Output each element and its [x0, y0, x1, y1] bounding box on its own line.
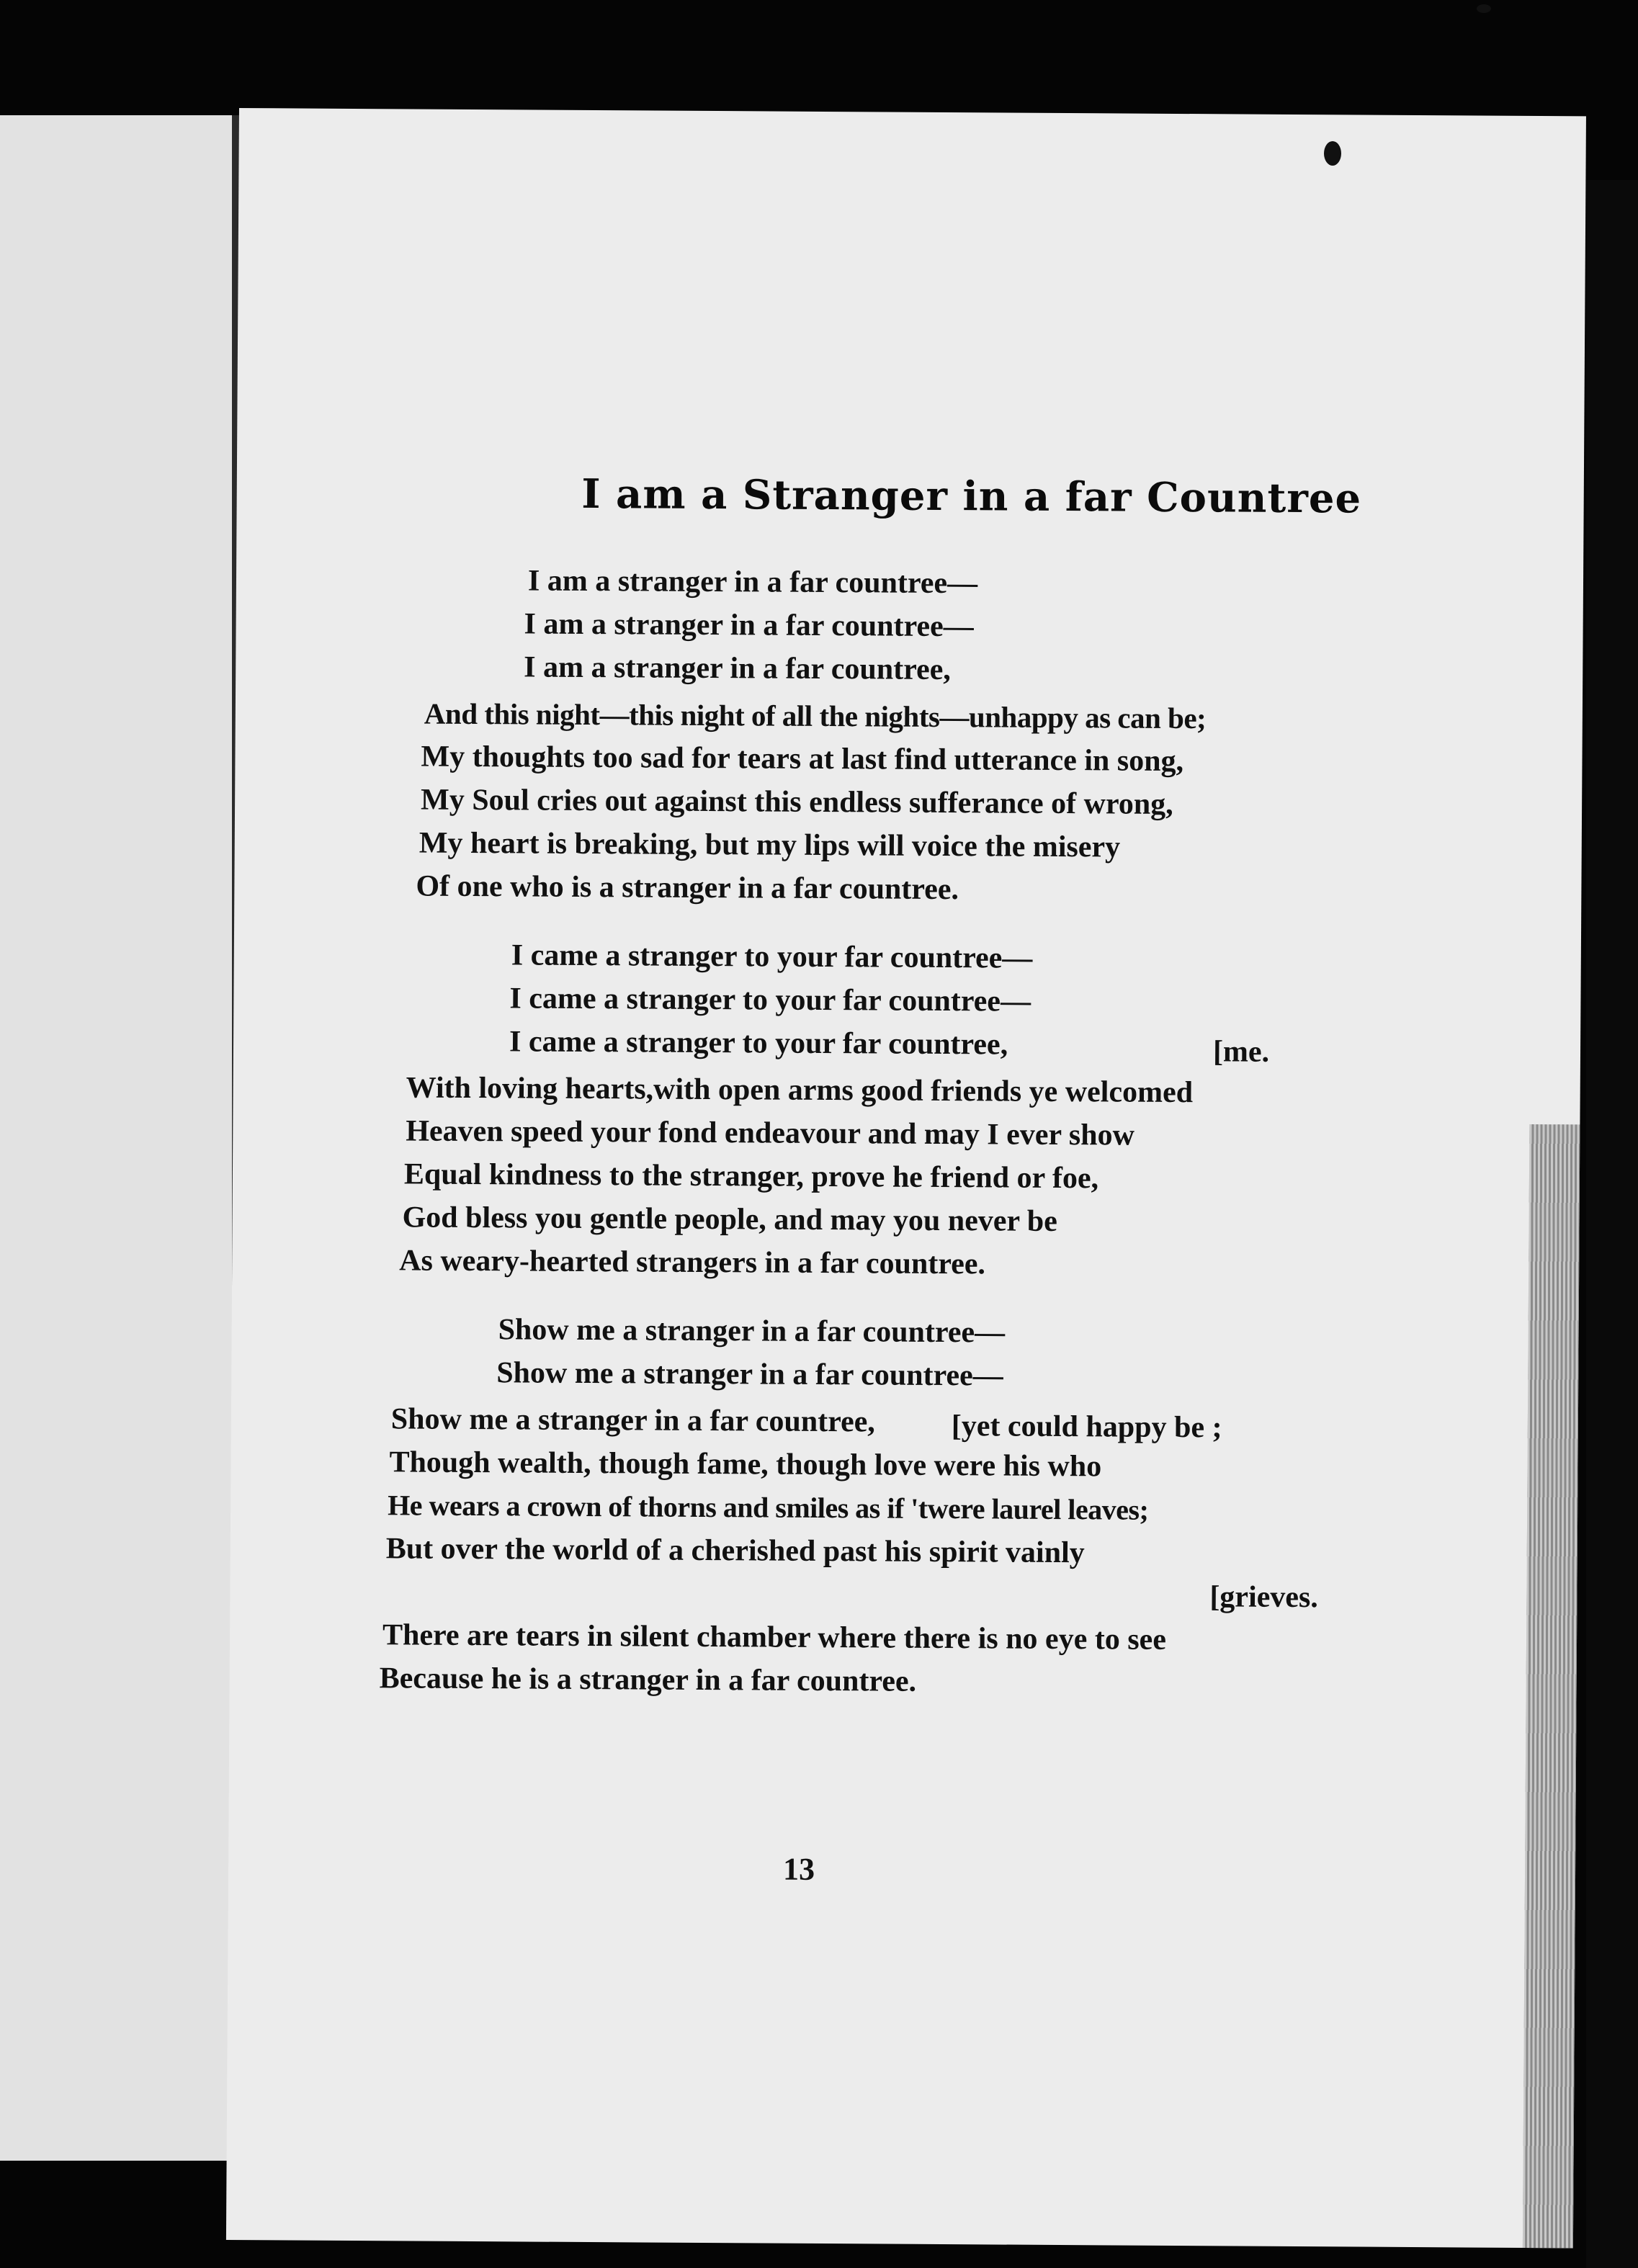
poem-line: My thoughts too sad for tears at last find utterance in song, [421, 740, 1184, 779]
scan-border [1586, 180, 1638, 2268]
poem-line-continuation: [grieves. [1209, 1580, 1318, 1615]
poem-line: Equal kindness to the stranger, prove he friend or foe, [403, 1157, 1099, 1196]
poem-line: With loving hearts,with open arms good friends ye welcomed [406, 1071, 1194, 1110]
poem-line: My Soul cries out against this endless sufferance of wrong, [420, 783, 1173, 821]
right-page [226, 108, 1586, 2248]
poem-line: Though wealth, though fame, though love were his who [389, 1445, 1102, 1484]
dust-speck [1324, 141, 1341, 166]
poem-line: Because he is a stranger in a far countree. [379, 1662, 917, 1698]
poem-line: I am a stranger in a far countree, [524, 650, 951, 687]
page-edge [1523, 1124, 1580, 2248]
poem-line-continuation: [yet could happy be ; [951, 1409, 1222, 1445]
poem-line: I came a stranger to your far countree— [509, 982, 1031, 1018]
poem-line: I am a stranger in a far countree— [524, 607, 974, 644]
poem-line: As weary-hearted strangers in a far countree. [399, 1244, 986, 1281]
poem-line: My heart is breaking, but my lips will voice the misery [419, 826, 1121, 864]
poem-line: He wears a crown of thorns and smiles as if 'twere laurel leaves; [388, 1489, 1149, 1526]
poem-line: I came a stranger to your far countree, [509, 1025, 1008, 1062]
poem-line: God bless you gentle people, and may you never be [402, 1201, 1058, 1238]
poem-line: There are tears in silent chamber where there is no eye to see [382, 1618, 1167, 1657]
poem-line: Of one who is a stranger in a far countree. [416, 869, 959, 907]
poem-line: I came a stranger to your far countree— [511, 938, 1033, 975]
poem-line: Show me a stranger in a far countree— [498, 1313, 1006, 1350]
poem-title: I am a Stranger in a far Countree [581, 470, 1362, 523]
poem-line: Show me a stranger in a far countree, [390, 1402, 875, 1439]
poem-line: But over the world of a cherished past his spirit vainly [385, 1532, 1085, 1570]
poem-line: Show me a stranger in a far countree— [496, 1356, 1003, 1393]
left-page [0, 115, 232, 2161]
poem-line: Heaven speed your fond endeavour and may I ever show [406, 1114, 1135, 1152]
page-number: 13 [782, 1851, 815, 1887]
poem-line: I am a stranger in a far countree— [527, 564, 978, 601]
poem-line: And this night—this night of all the nights—unhappy as can be; [424, 696, 1207, 735]
dust-speck [1477, 4, 1491, 13]
poem-line-continuation: [me. [1212, 1035, 1270, 1069]
